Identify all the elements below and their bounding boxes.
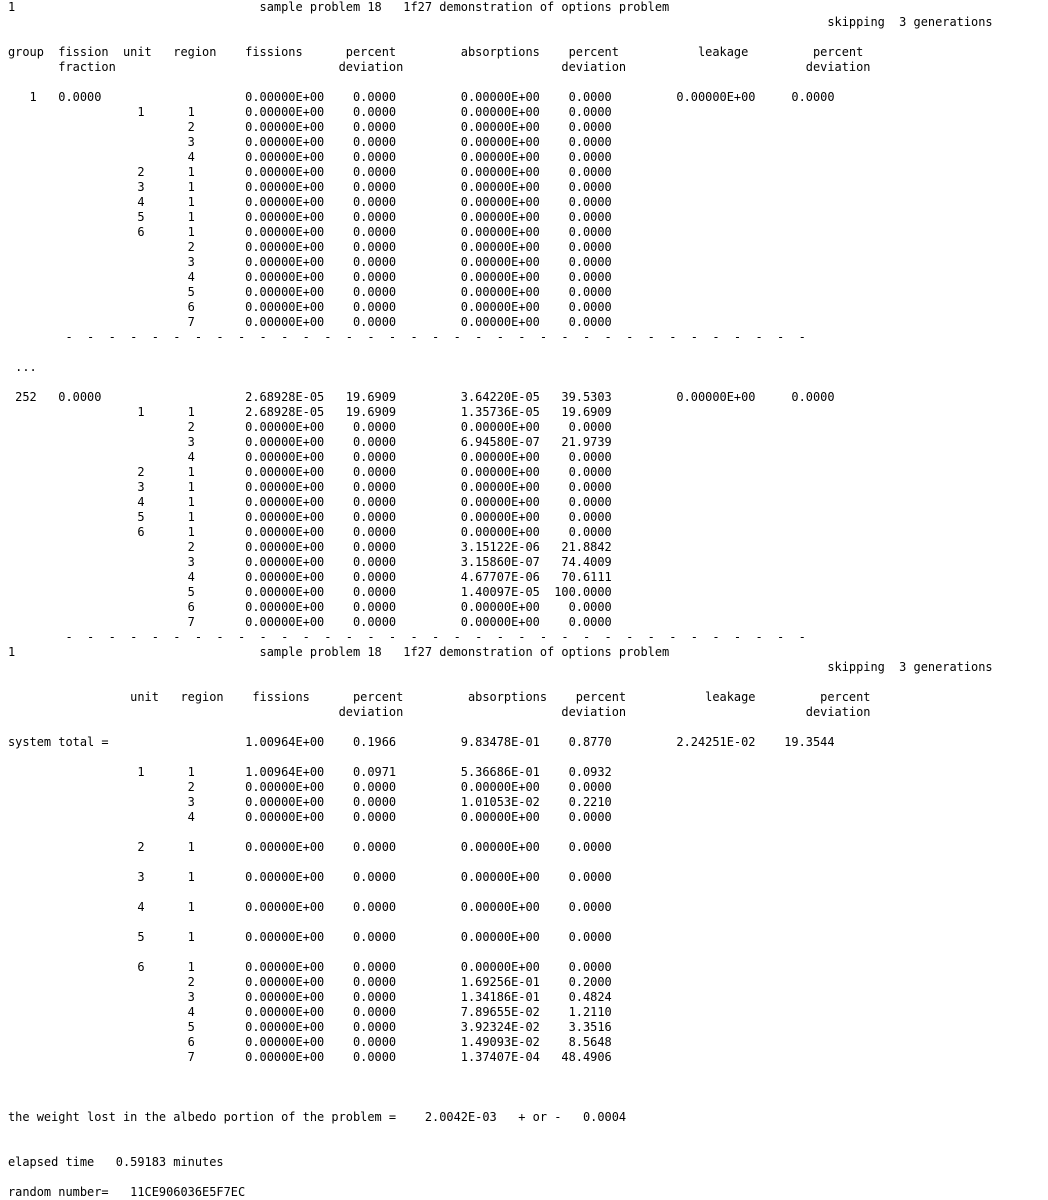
output-line: 7 0.00000E+00 0.0000 1.37407E-04 48.4906	[8, 1050, 612, 1064]
output-line: 3 1 0.00000E+00 0.0000 0.00000E+00 0.0000	[8, 480, 612, 494]
output-line: random number= 11CE906036E5F7EC	[8, 1185, 246, 1199]
output-line: 5 1 0.00000E+00 0.0000 0.00000E+00 0.0000	[8, 210, 612, 224]
output-line	[8, 1065, 993, 1080]
output-line: 2 1 0.00000E+00 0.0000 0.00000E+00 0.0000	[8, 465, 612, 479]
output-line: 4 1 0.00000E+00 0.0000 0.00000E+00 0.0000	[8, 495, 612, 509]
output-line: 4 0.00000E+00 0.0000 0.00000E+00 0.0000	[8, 270, 612, 284]
output-line: 5 1 0.00000E+00 0.0000 0.00000E+00 0.0000	[8, 930, 612, 944]
output-line: 4 0.00000E+00 0.0000 0.00000E+00 0.0000	[8, 810, 612, 824]
output-line: deviation deviation deviation	[8, 705, 871, 719]
output-line	[8, 945, 993, 960]
output-line: 1 1 0.00000E+00 0.0000 0.00000E+00 0.0000	[8, 105, 612, 119]
output-line: 6 0.00000E+00 0.0000 1.49093E-02 8.5648	[8, 1035, 612, 1049]
output-line: 4 0.00000E+00 0.0000 0.00000E+00 0.0000	[8, 450, 612, 464]
output-line: 4 0.00000E+00 0.0000 0.00000E+00 0.0000	[8, 150, 612, 164]
output-line: 6 1 0.00000E+00 0.0000 0.00000E+00 0.0000	[8, 225, 612, 239]
output-line: skipping 3 generations	[8, 15, 993, 29]
output-line	[8, 1095, 993, 1110]
output-line: 3 0.00000E+00 0.0000 0.00000E+00 0.0000	[8, 135, 612, 149]
output-line: 2 1 0.00000E+00 0.0000 0.00000E+00 0.0000	[8, 165, 612, 179]
output-line: 2 0.00000E+00 0.0000 1.69256E-01 0.2000	[8, 975, 612, 989]
output-line	[8, 75, 993, 90]
text-output-listing	[8, 0, 993, 1200]
output-line: 1 1 1.00964E+00 0.0971 5.36686E-01 0.0932	[8, 765, 612, 779]
output-line: 5 1 0.00000E+00 0.0000 0.00000E+00 0.0000	[8, 510, 612, 524]
output-line	[8, 675, 993, 690]
output-line: 2 0.00000E+00 0.0000 0.00000E+00 0.0000	[8, 240, 612, 254]
output-line	[8, 885, 993, 900]
output-line	[8, 1170, 993, 1185]
output-line: 3 1 0.00000E+00 0.0000 0.00000E+00 0.0000	[8, 180, 612, 194]
output-line	[8, 30, 993, 45]
output-line: unit region fissions percent absorptions percent leakage percent	[8, 690, 871, 704]
output-line: 2 0.00000E+00 0.0000 0.00000E+00 0.0000	[8, 120, 612, 134]
output-line: fraction deviation deviation deviation	[8, 60, 871, 74]
output-line: 5 0.00000E+00 0.0000 3.92324E-02 3.3516	[8, 1020, 612, 1034]
output-line	[8, 1140, 993, 1155]
output-line: skipping 3 generations	[8, 660, 993, 674]
output-line: 4 0.00000E+00 0.0000 7.89655E-02 1.2110	[8, 1005, 612, 1019]
output-line: 6 1 0.00000E+00 0.0000 0.00000E+00 0.0000	[8, 960, 612, 974]
output-line	[8, 345, 993, 360]
output-line	[8, 1125, 993, 1140]
output-line: 6 1 0.00000E+00 0.0000 0.00000E+00 0.0000	[8, 525, 612, 539]
output-line: 2 0.00000E+00 0.0000 0.00000E+00 0.0000	[8, 780, 612, 794]
output-line: 1 1 2.68928E-05 19.6909 1.35736E-05 19.6909	[8, 405, 612, 419]
output-line: 2 0.00000E+00 0.0000 0.00000E+00 0.0000	[8, 420, 612, 434]
output-line: 3 0.00000E+00 0.0000 1.01053E-02 0.2210	[8, 795, 612, 809]
output-line	[8, 750, 993, 765]
output-line	[8, 915, 993, 930]
output-line: 252 0.0000 2.68928E-05 19.6909 3.64220E-05 39.5303 0.00000E+00 0.0000	[8, 390, 835, 404]
output-line: 5 0.00000E+00 0.0000 1.40097E-05 100.0000	[8, 585, 612, 599]
output-line: 3 0.00000E+00 0.0000 6.94580E-07 21.9739	[8, 435, 612, 449]
output-line: 4 1 0.00000E+00 0.0000 0.00000E+00 0.0000	[8, 900, 612, 914]
output-line: 3 0.00000E+00 0.0000 3.15860E-07 74.4009	[8, 555, 612, 569]
output-line: 3 0.00000E+00 0.0000 0.00000E+00 0.0000	[8, 255, 612, 269]
output-line: 7 0.00000E+00 0.0000 0.00000E+00 0.0000	[8, 315, 612, 329]
output-line: 7 0.00000E+00 0.0000 0.00000E+00 0.0000	[8, 615, 612, 629]
output-line: 1 sample problem 18 1f27 demonstration of options problem	[8, 0, 670, 14]
output-line: the weight lost in the albedo portion of the problem = 2.0042E-03 + or - 0.0004	[8, 1110, 627, 1124]
output-line: 3 0.00000E+00 0.0000 1.34186E-01 0.4824	[8, 990, 612, 1004]
output-line: 6 0.00000E+00 0.0000 0.00000E+00 0.0000	[8, 600, 612, 614]
output-line	[8, 720, 993, 735]
output-line	[8, 1080, 993, 1095]
output-line: - - - - - - - - - - - - - - - - - - - - - - - - - - - - - - - - - - -	[8, 330, 806, 344]
output-line: 2 0.00000E+00 0.0000 3.15122E-06 21.8842	[8, 540, 612, 554]
output-line: 3 1 0.00000E+00 0.0000 0.00000E+00 0.0000	[8, 870, 612, 884]
output-line: 4 1 0.00000E+00 0.0000 0.00000E+00 0.0000	[8, 195, 612, 209]
output-line: 6 0.00000E+00 0.0000 0.00000E+00 0.0000	[8, 300, 612, 314]
output-line	[8, 825, 993, 840]
output-line: - - - - - - - - - - - - - - - - - - - - - - - - - - - - - - - - - - -	[8, 630, 806, 644]
output-line: 2 1 0.00000E+00 0.0000 0.00000E+00 0.0000	[8, 840, 612, 854]
output-line: elapsed time 0.59183 minutes	[8, 1155, 224, 1169]
output-line	[8, 855, 993, 870]
output-line: ...	[8, 360, 37, 374]
output-line: 1 0.0000 0.00000E+00 0.0000 0.00000E+00 0.0000 0.00000E+00 0.0000	[8, 90, 835, 104]
output-line: 4 0.00000E+00 0.0000 4.67707E-06 70.6111	[8, 570, 612, 584]
output-line: system total = 1.00964E+00 0.1966 9.83478E-01 0.8770 2.24251E-02 19.3544	[8, 735, 835, 749]
output-line: 5 0.00000E+00 0.0000 0.00000E+00 0.0000	[8, 285, 612, 299]
output-line: 1 sample problem 18 1f27 demonstration of options problem	[8, 645, 670, 659]
output-line	[8, 375, 993, 390]
output-line: group fission unit region fissions percent absorptions percent leakage percent	[8, 45, 864, 59]
